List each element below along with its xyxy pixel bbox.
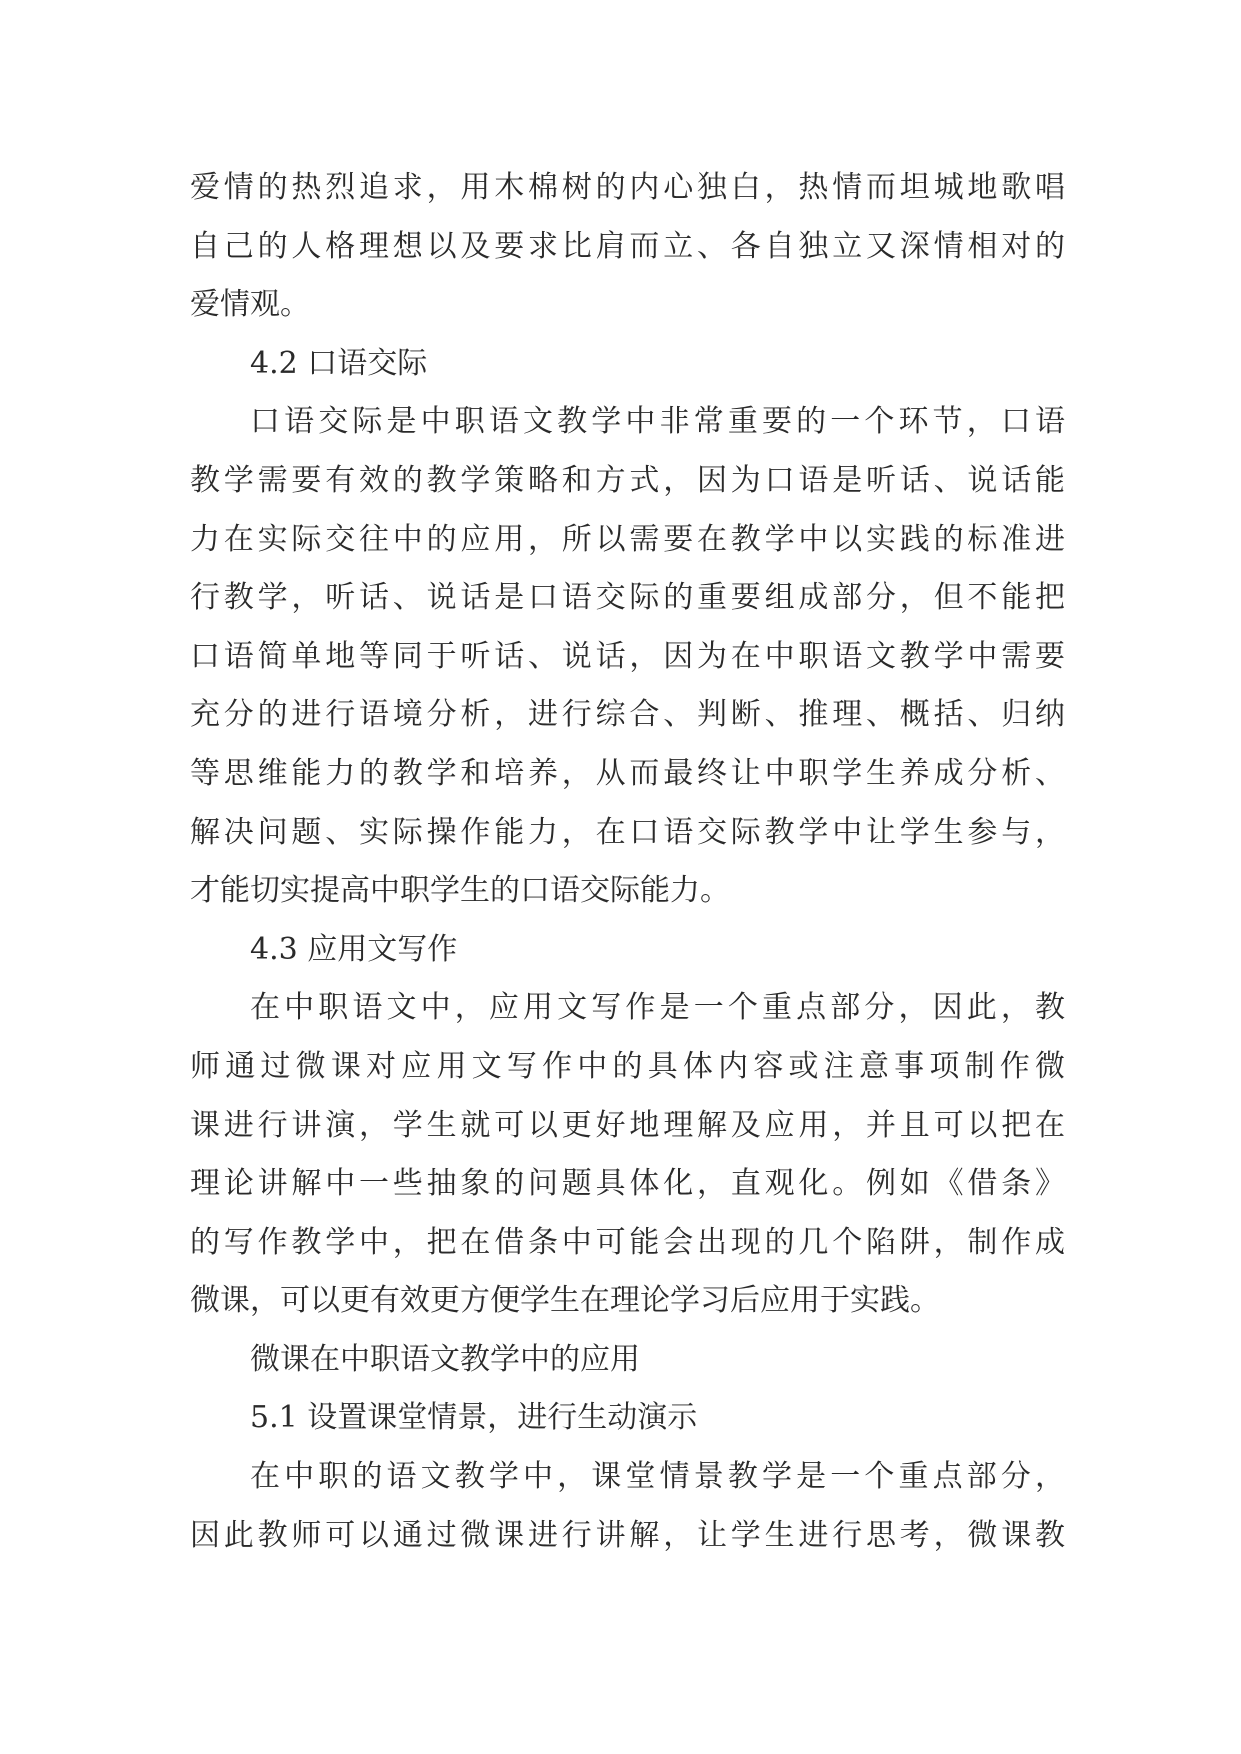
text-line: 理论讲解中一些抽象的问题具体化，直观化。例如《借条》 (190, 1166, 1065, 1202)
text-line: 行教学，听话、说话是口语交际的重要组成部分，但不能把 (190, 580, 1065, 616)
text-line: 师通过微课对应用文写作中的具体内容或注意事项制作微 (190, 1048, 1065, 1084)
text-line: 口语交际是中职语文教学中非常重要的一个环节，口语 (250, 404, 1065, 440)
section-heading-5-1: 5.1 设置课堂情景，进行生动演示 (250, 1400, 698, 1436)
section-heading-5: 微课在中职语文教学中的应用 (250, 1341, 640, 1377)
text-line: 口语简单地等同于听话、说话，因为在中职语文教学中需要 (190, 638, 1065, 674)
text-line: 的写作教学中，把在借条中可能会出现的几个陷阱，制作成 (190, 1224, 1065, 1260)
text-line: 教学需要有效的教学策略和方式，因为口语是听话、说话能 (190, 462, 1065, 498)
text-line: 才能切实提高中职学生的口语交际能力。 (190, 873, 730, 909)
text-line: 微课，可以更有效更方便学生在理论学习后应用于实践。 (190, 1283, 940, 1319)
text-line: 在中职的语文教学中，课堂情景教学是一个重点部分， (250, 1459, 1065, 1495)
text-line: 爱情的热烈追求，用木棉树的内心独白，热情而坦城地歌唱 (190, 170, 1065, 205)
text-line: 充分的进行语境分析，进行综合、判断、推理、概括、归纳 (190, 697, 1065, 733)
document-body (190, 159, 1065, 1565)
text-line: 力在实际交往中的应用，所以需要在教学中以实践的标准进 (190, 521, 1065, 557)
text-line: 爱情观。 (190, 287, 310, 323)
text-line: 自己的人格理想以及要求比肩而立、各自独立又深情相对的 (190, 228, 1065, 264)
text-line: 因此教师可以通过微课进行讲解，让学生进行思考，微课教 (190, 1517, 1065, 1553)
section-heading-4-3: 4.3 应用文写作 (250, 931, 458, 967)
section-heading-4-2: 4.2 口语交际 (250, 345, 428, 381)
text-line: 课进行讲演，学生就可以更好地理解及应用，并且可以把在 (190, 1107, 1065, 1143)
text-line: 解决问题、实际操作能力，在口语交际教学中让学生参与， (190, 814, 1065, 850)
text-line: 在中职语文中，应用文写作是一个重点部分，因此，教 (250, 990, 1065, 1026)
text-line: 等思维能力的教学和培养，从而最终让中职学生养成分析、 (190, 755, 1065, 791)
